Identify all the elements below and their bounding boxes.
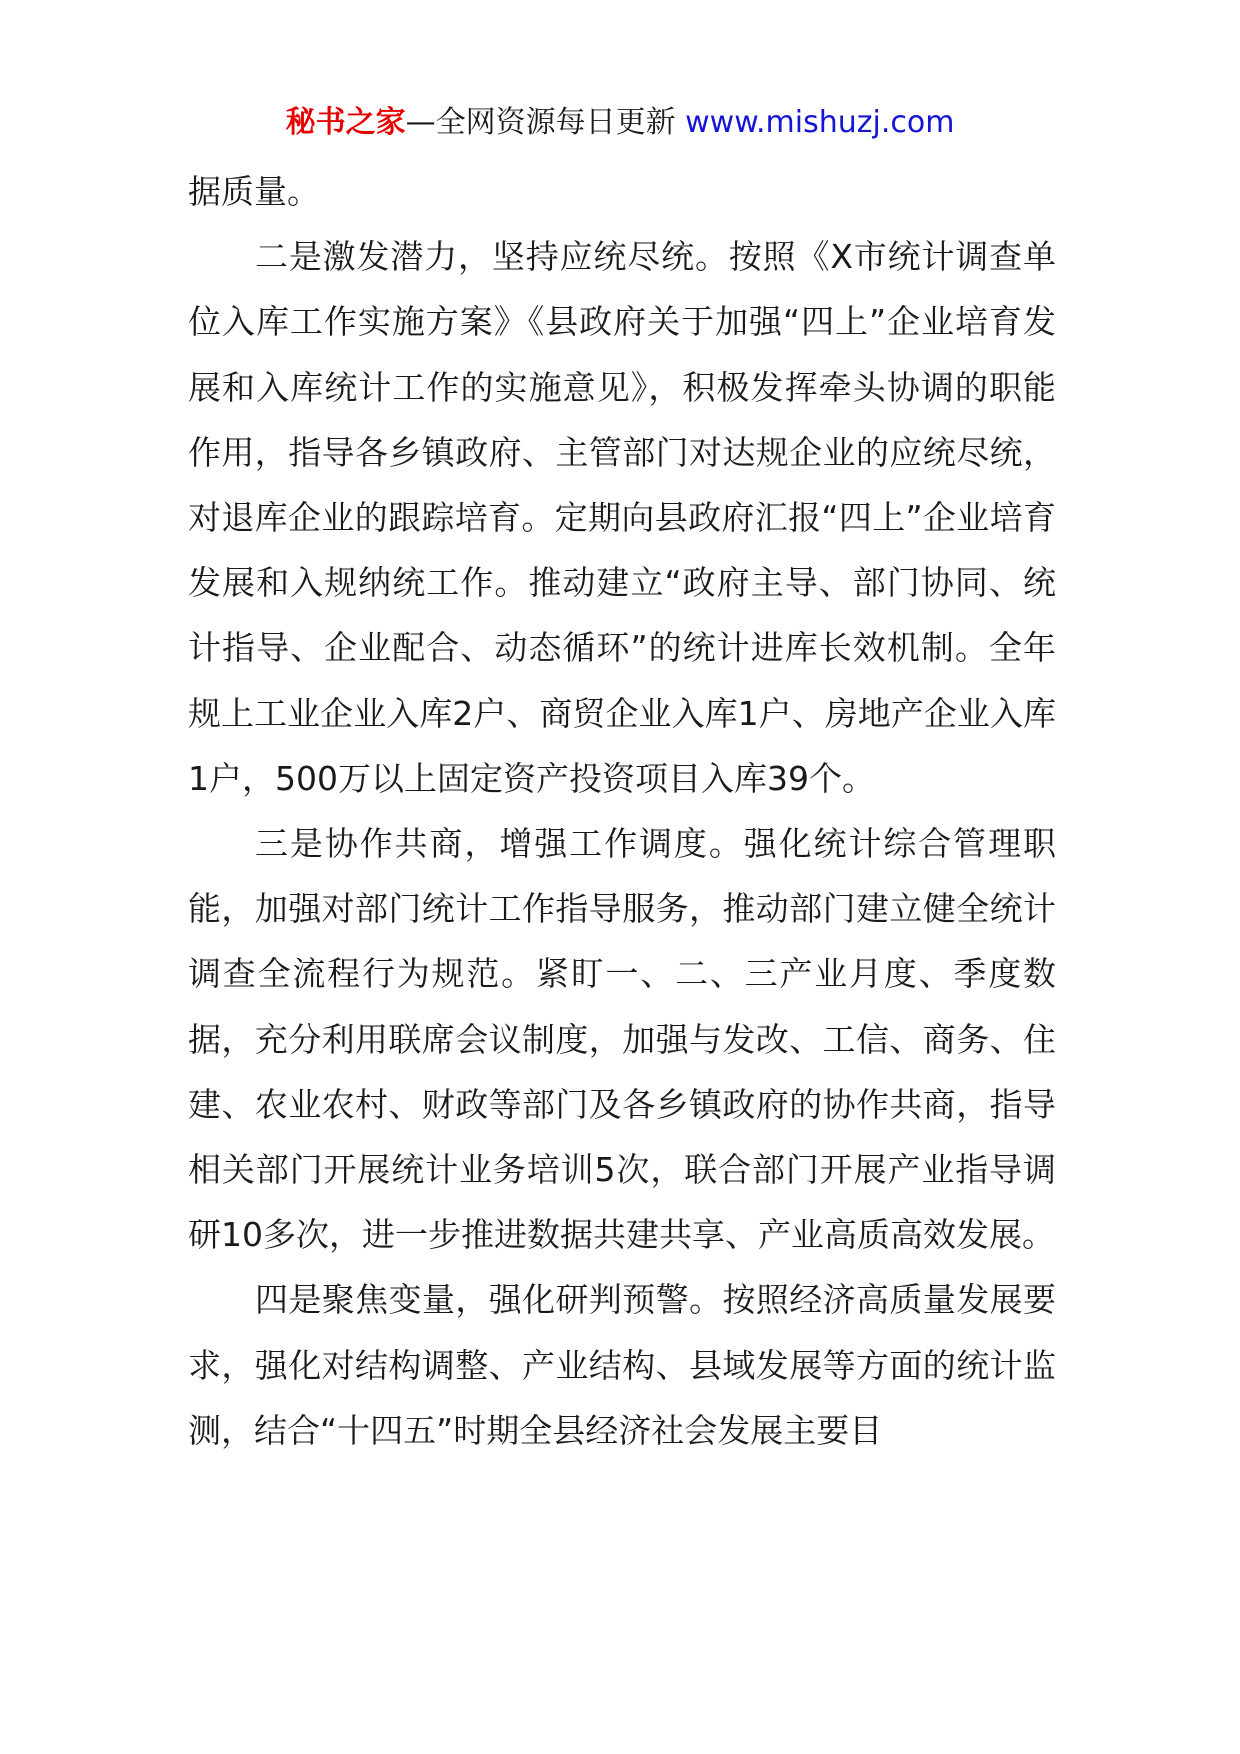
continuation-text: 据质量。 — [188, 172, 320, 211]
paragraph-4-monitoring: 四是聚焦变量，强化研判预警。按照经济高质量发展要求，强化对结构调整、产业结构、县域发展等方面的统计监测，结合“十四五”时期全县经济社会发展主要目 — [188, 1280, 1056, 1450]
paragraph-2-potential: 二是激发潜力，坚持应统尽统。按照《X市统计调查单位入库工作实施方案》《县政府关于加强“四上”企业培育发展和入库统计工作的实施意见》，积极发挥牵头协调的职能作用，指导各乡镇政府、主管部门对达规企业的应统尽统，对退库企业的跟踪培育。定期向县政府汇报“四上”企业培育发展和入规纳统工作。推动建立“政府主导、部门协同、统计指导、企业配合、动态循环”的统计进库长效机制。全年规上工业企业入库2户、商贸企业入库1户、房地产企业入库1户，500万以上固定资产投资项目入库39个。 — [188, 237, 1056, 798]
brand-name: 秘书之家 — [285, 105, 406, 140]
page-header — [0, 101, 1240, 145]
paragraph-3-cooperation: 三是协作共商，增强工作调度。强化统计综合管理职能，加强对部门统计工作指导服务，推动部门建立健全统计调查全流程行为规范。紧盯一、二、三产业月度、季度数据，充分利用联席会议制度，加强与发改、工信、商务、住建、农业农村、财政等部门及各乡镇政府的协作共商，指导相关部门开展统计业务培训5次，联合部门开展产业指导调研10多次，进一步推进数据共建共享、产业高质高效发展。 — [188, 824, 1056, 1255]
site-url-link[interactable]: www.mishuzj.com — [685, 105, 955, 140]
header-slogan: —全网资源每日更新 — [405, 105, 686, 140]
document-body — [188, 159, 1056, 1463]
